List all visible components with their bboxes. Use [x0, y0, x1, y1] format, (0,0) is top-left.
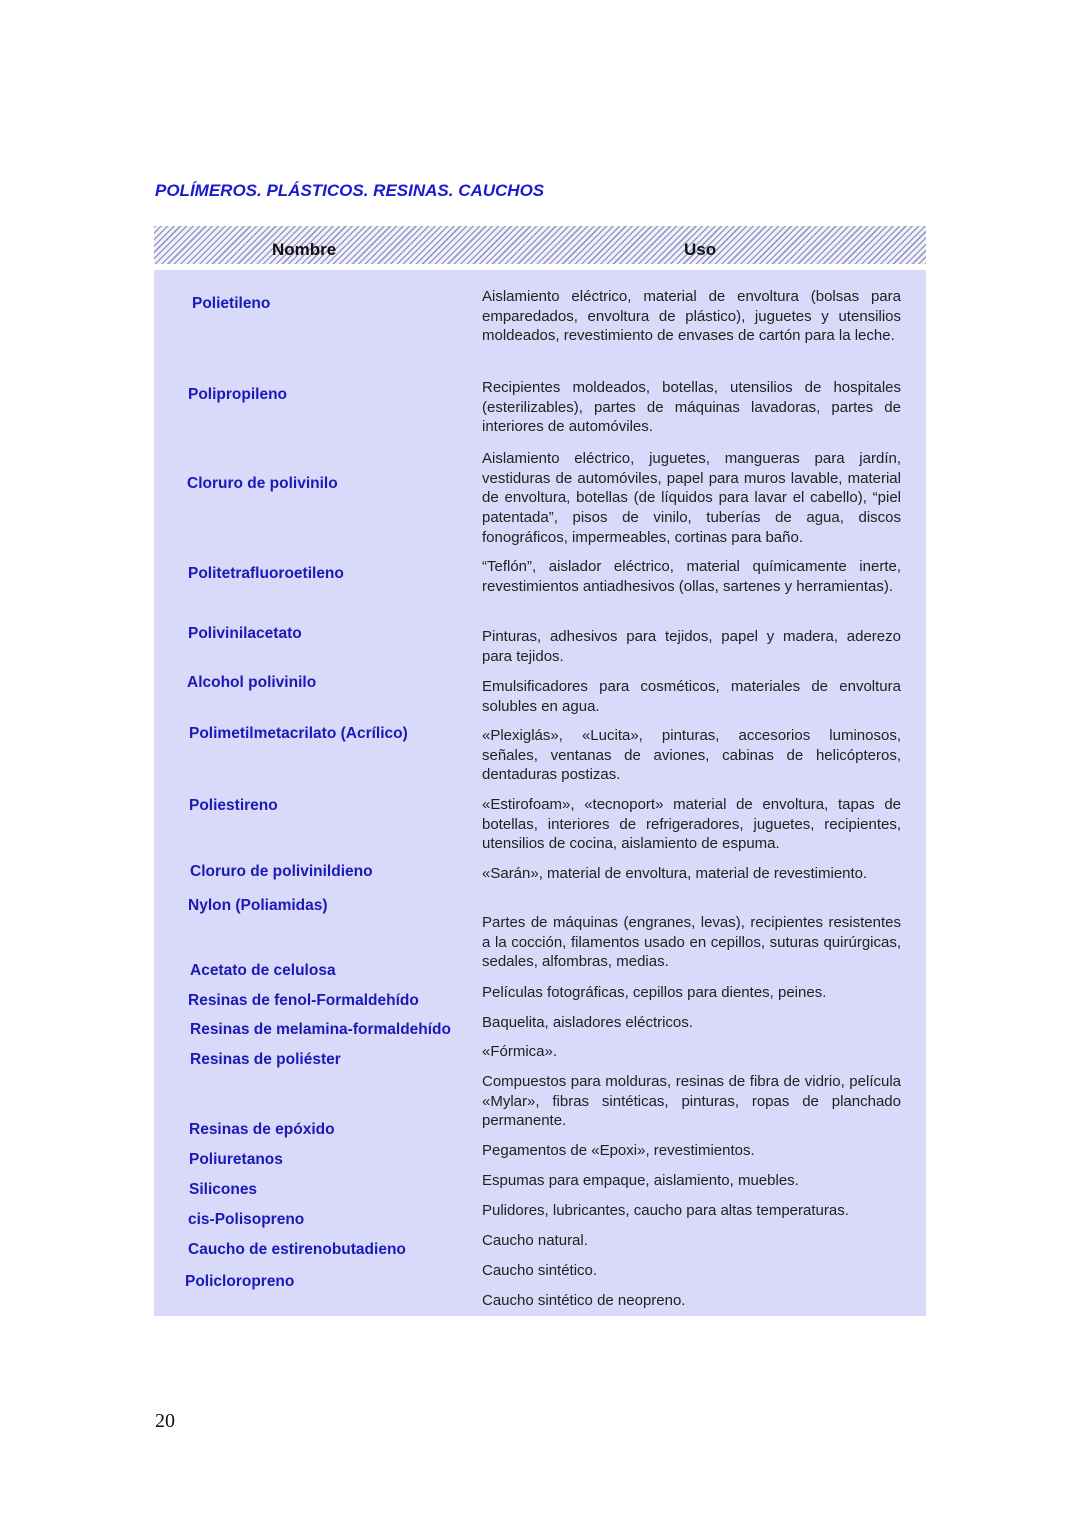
polymer-use: Baquelita, aisladores eléctricos.	[482, 1014, 693, 1031]
page-number: 20	[155, 1410, 175, 1432]
section-title: POLÍMEROS. PLÁSTICOS. RESINAS. CAUCHOS	[155, 181, 545, 200]
polymer-use: Espumas para empaque, aislamiento, muebles.	[482, 1172, 799, 1189]
polymer-name: Acetato de celulosa	[190, 962, 336, 979]
polymer-name: Poliuretanos	[189, 1151, 283, 1168]
polymer-name: Nylon (Poliamidas)	[188, 897, 328, 914]
polymer-name: Polivinilacetato	[188, 625, 302, 642]
polymer-name: Polipropileno	[188, 386, 288, 403]
polymer-name: Cloruro de polivinilo	[187, 475, 338, 492]
polymer-use: “Teflón”, aislador eléctrico, material químicamente inerte, revestimientos antiadhesivos (ollas, sartenes y herramientas).	[482, 558, 901, 595]
polymer-use: Aislamiento eléctrico, juguetes, mangueras para jardín, vestiduras de automóviles, papel para muros lavable, material de envoltura, botellas (de líquidos para lavar el cabello), “piel patentada”, pisos de vinilo, tuberías de agua, discos fonográficos, impermeables, cortinas para baño.	[482, 450, 901, 546]
polymer-use: Películas fotográficas, cepillos para dientes, peines.	[482, 984, 827, 1001]
polymer-use: Pinturas, adhesivos para tejidos, papel y madera, aderezo para tejidos.	[482, 628, 901, 665]
header-use: Uso	[684, 240, 717, 259]
polymer-table	[154, 270, 926, 1316]
polymer-use: «Plexiglás», «Lucita», pinturas, accesorios luminosos, señales, ventanas de aviones, cabinas de helicópteros, dentaduras postizas.	[482, 727, 901, 784]
polymer-use: Caucho natural.	[482, 1232, 588, 1249]
polymer-use: Aislamiento eléctrico, material de envoltura (bolsas para emparedados, envoltura de plástico), juguetes y utensilios moldeados, revestimiento de envases de cartón para la leche.	[482, 288, 901, 345]
polymer-name: Silicones	[189, 1181, 258, 1198]
polymer-name: Policloropreno	[185, 1273, 295, 1290]
polymer-name: Politetrafluoroetileno	[188, 565, 344, 582]
polymer-name: Poliestireno	[189, 797, 278, 814]
polymer-use: «Estirofoam», «tecnoport» material de envoltura, tapas de botellas, interiores de refrigeradores, juguetes, recipientes, utensilios de cocina, aislamiento de espuma.	[482, 796, 901, 853]
polymer-use: Caucho sintético de neopreno.	[482, 1292, 686, 1309]
polymer-use: Recipientes moldeados, botellas, utensilios de hospitales (esterilizables), partes de máquinas lavadoras, partes de interiores de automóviles.	[482, 379, 901, 436]
polymer-name: Resinas de poliéster	[190, 1051, 341, 1068]
polymer-name: Caucho de estirenobutadieno	[188, 1241, 406, 1258]
polymer-name: Cloruro de polivinildieno	[190, 863, 373, 880]
polymer-use: Pegamentos de «Epoxi», revestimientos.	[482, 1142, 755, 1159]
table-header	[154, 226, 926, 264]
polymer-use: Emulsificadores para cosméticos, materiales de envoltura solubles en agua.	[482, 678, 901, 715]
polymer-name: Resinas de epóxido	[189, 1121, 335, 1138]
polymer-name: Resinas de fenol-Formaldehído	[188, 992, 419, 1009]
polymer-name: Polietileno	[192, 295, 271, 312]
polymer-use: «Sarán», material de envoltura, material de revestimiento.	[482, 865, 868, 882]
polymer-use: Pulidores, lubricantes, caucho para altas temperaturas.	[482, 1202, 849, 1219]
polymer-use: Compuestos para molduras, resinas de fibra de vidrio, película «Mylar», fibras sintéticas, pinturas, ropas de planchado permanente.	[482, 1073, 901, 1130]
polymer-name: Polimetilmetacrilato (Acrílico)	[189, 725, 408, 742]
header-name: Nombre	[272, 240, 337, 259]
polymer-name: Resinas de melamina-formaldehído	[190, 1021, 451, 1038]
polymer-use: «Fórmica».	[482, 1043, 558, 1060]
polymer-use: Partes de máquinas (engranes, levas), recipientes resistentes a la cocción, filamentos usado en cepillos, suturas quirúrgicas, sedales, alfombras, medias.	[482, 914, 901, 971]
polymer-name: cis-Polisopreno	[188, 1211, 305, 1228]
polymer-name: Alcohol polivinilo	[187, 674, 317, 691]
polymer-use: Caucho sintético.	[482, 1262, 598, 1279]
